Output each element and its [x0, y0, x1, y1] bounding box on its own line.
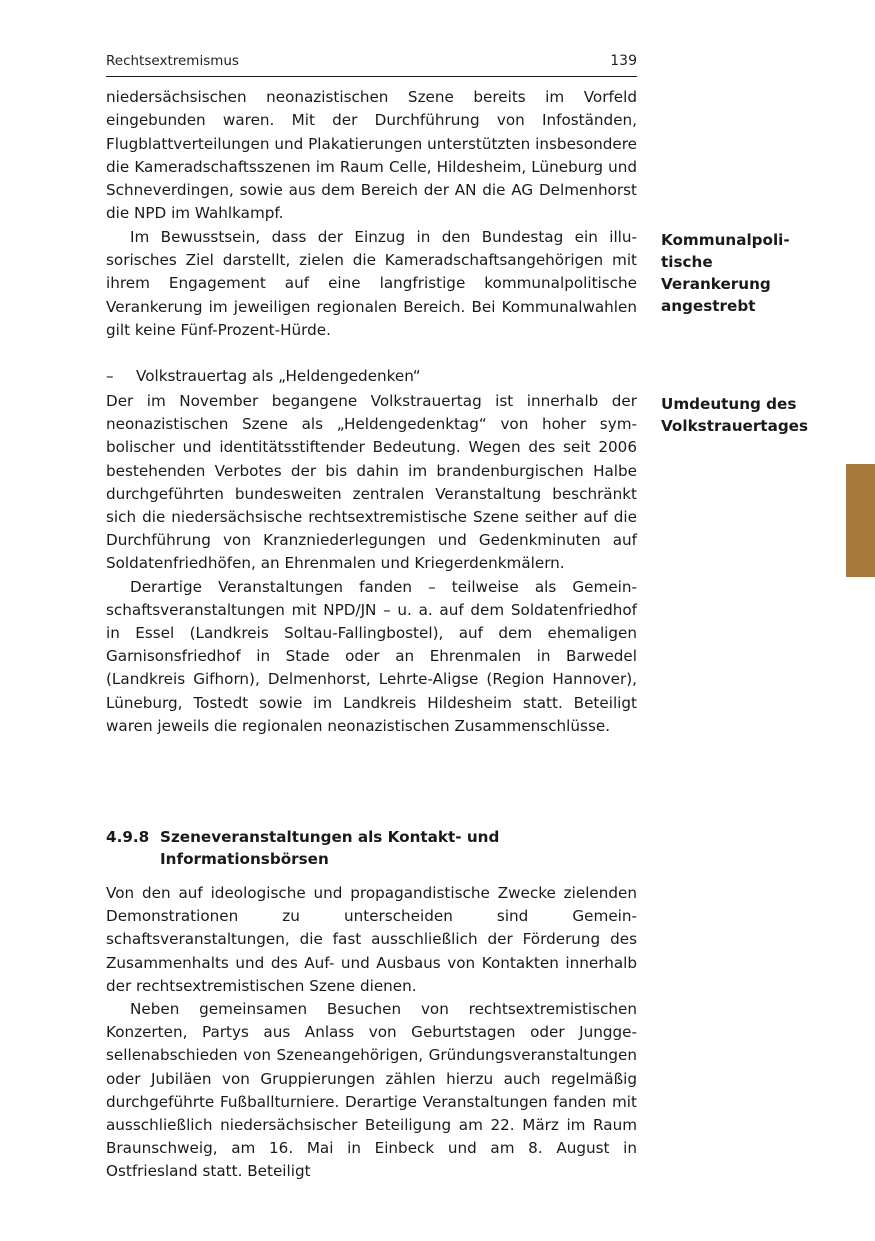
margin-note-line: Umdeutung des — [661, 395, 797, 413]
margin-note-kommunalpolitik — [661, 229, 831, 317]
margin-note-line: Volkstrauertages — [661, 417, 809, 435]
paragraph: Von den auf ideologische und propagandistische Zwecke zielenden Demonstrationen zu unterscheiden sind Gemeinschaftsveranstaltungen, die fast ausschließlich der Förderung des Zusammenhalts und des Auf- und Ausbaus von Kontakten innerhalb der rechtsextremistischen Szene dienen. — [106, 884, 637, 995]
list-item-text: Volkstrauertag als „Heldengedenken“ — [136, 367, 421, 385]
margin-note-volkstrauertag — [661, 393, 831, 437]
chapter-tab-marker — [846, 464, 875, 577]
page-number: 139 — [610, 53, 637, 69]
margin-note-line: angestrebt — [661, 297, 756, 315]
section-number: 4.9.8 — [106, 828, 150, 846]
running-title: Rechtsextremismus — [106, 53, 239, 69]
running-header — [106, 50, 637, 77]
section-title-line-2: Informationsbörsen — [160, 850, 329, 868]
margin-note-line: Verankerung — [661, 275, 771, 293]
margin-note-line: Kommunalpoli- — [661, 231, 790, 249]
paragraph: Neben gemeinsamen Besuchen von rechtsextremistischen Konzerten, Partys aus Anlass von Geburtstagen oder Junggesellenabschieden von Szeneangehörigen, Gründungsveranstaltungen oder Jubiläen von Gruppierungen zählen hierzu auch regelmäßig durchgeführte Fußballturniere. Derartige Veranstaltungen fanden mit ausschließlich niedersächsischer Beteiligung am 22. März im Raum Braunschweig, am 16. Mai in Einbeck und am 8. August in Ostfriesland statt. Beteiligt — [106, 1000, 637, 1181]
text-block-1 — [106, 86, 637, 342]
paragraph: Der im November begangene Volkstrauertag ist innerhalb der neonazistischen Szene als „Heldengedenktag“ von hoher symbolischer und identitätsstiftender Bedeutung. Wegen des seit 2006 bestehenden Verbotes der bis dahin im brandenburgischen Halbe durchgeführten bundesweiten zentralen Veranstaltung beschränkt sich die niedersächsische rechtsextremistische Szene seither auf die Durchführung von Kranzniederlegungen und Gedenkminuten auf Soldatenfriedhöfen, an Ehrenmalen und Kriegerdenkmälern. — [106, 392, 637, 573]
paragraph: Derartige Veranstaltungen fanden – teilweise als Gemeinschaftsveranstaltungen mit NPD/JN – u. a. auf dem Soldatenfriedhof in Essel (Landkreis Soltau-Fallingbostel), auf dem ehemaligen Garnisonsfriedhof in Stade oder an Ehrenmalen in Barwedel (Landkreis Gifhorn), Delmenhorst, Lehrte-Aligse (Region Hannover), Lüneburg, Tostedt sowie im Landkreis Hildesheim statt. Beteiligt waren jeweils die regionalen neonazistischen Zusammenschlüsse. — [106, 577, 637, 735]
list-dash: – — [106, 367, 114, 385]
margin-note-line: tische — [661, 253, 713, 271]
text-block-2 — [106, 390, 637, 738]
paragraph: niedersächsischen neonazistischen Szene bereits im Vorfeld eingebunden waren. Mit der Durchführung von Infoständen, Flugblattverteilungen und Plakatierungen unterstützten insbesondere die Kameradschaftsszenen im Raum Celle, Hildesheim, Lüneburg und Schneverdingen, sowie aus dem Bereich der AN die AG Delmenhorst die NPD im Wahlkampf. — [106, 88, 637, 223]
section-title-line-1: Szeneveranstaltungen als Kontakt- und — [160, 828, 500, 846]
text-block-3 — [106, 882, 637, 1184]
paragraph: Im Bewusstsein, dass der Einzug in den Bundestag ein illusorisches Ziel darstellt, zielen die Kameradschaftsangehörigen mit ihrem Engagement auf eine langfristige kommunalpolitische Verankerung im jeweiligen regionalen Bereich. Bei Kommunalwahlen gilt keine Fünf-Prozent-Hürde. — [106, 227, 637, 339]
section-heading — [106, 826, 637, 870]
list-item — [106, 365, 637, 388]
